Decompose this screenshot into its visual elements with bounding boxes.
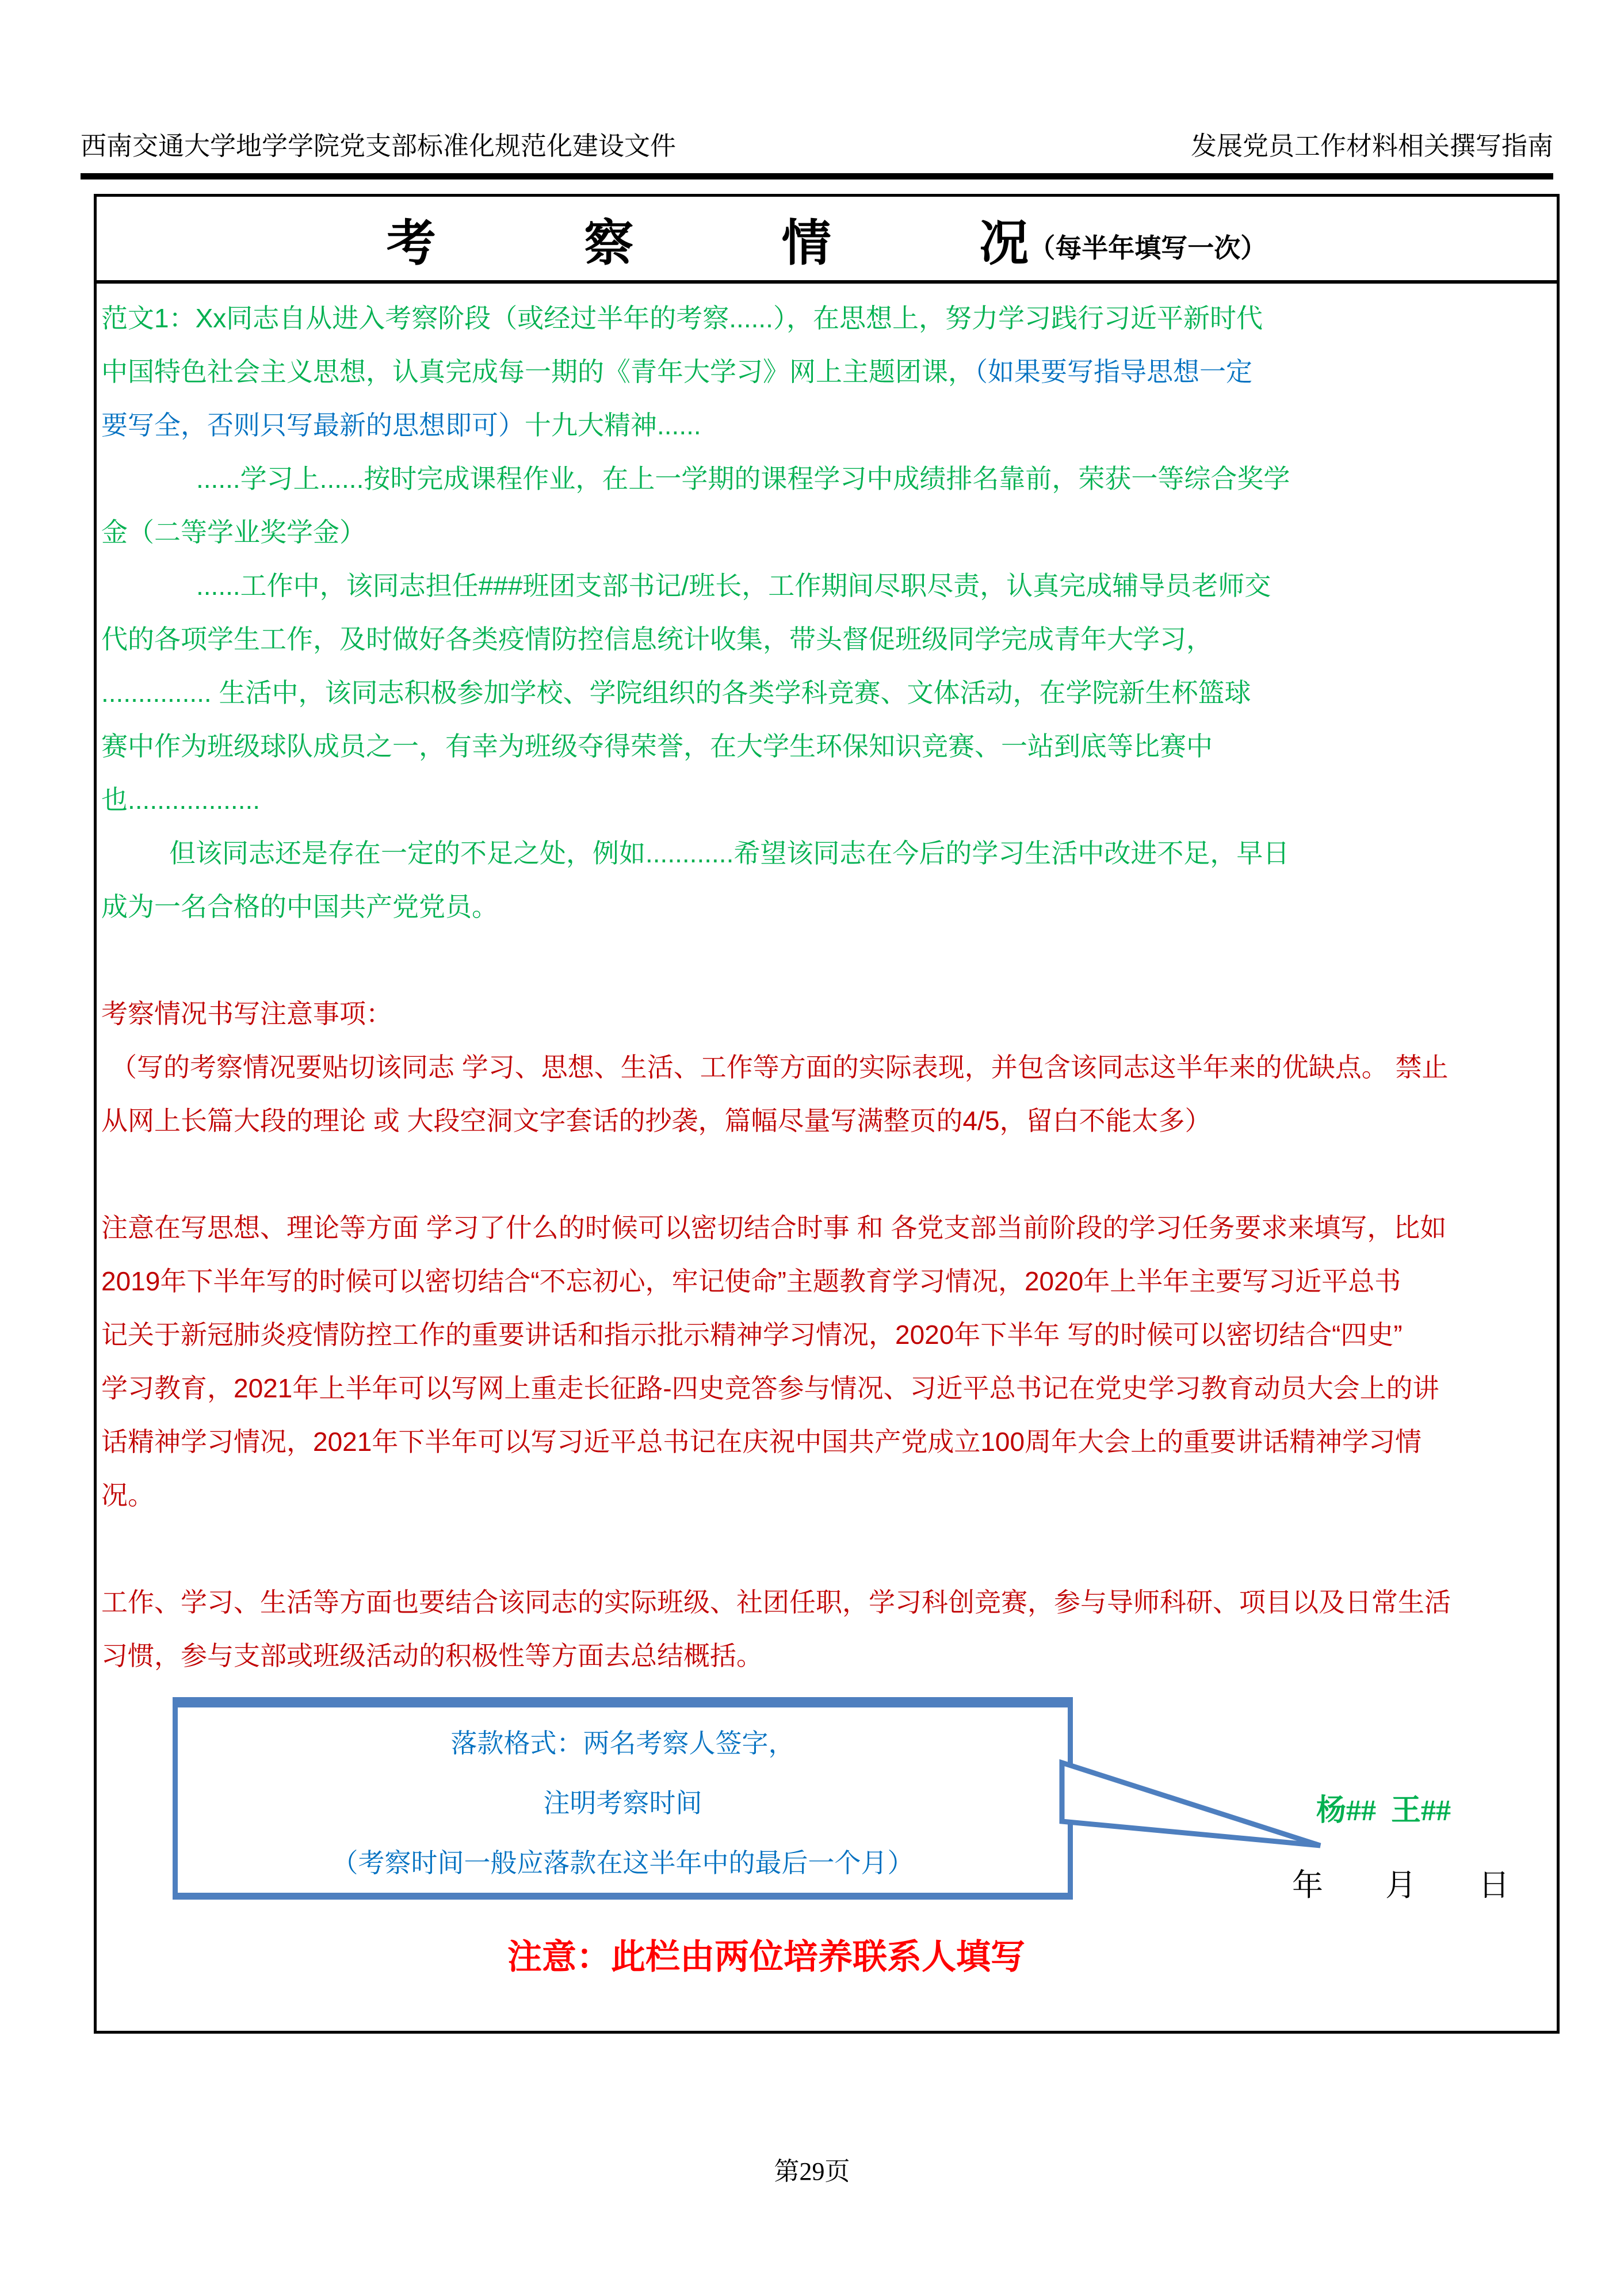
- text-line: 要写全，否则只写最新的思想即可）十九大精神......: [101, 410, 701, 440]
- date-field: 年: [1292, 1868, 1323, 1902]
- callout-line: 注明考察时间: [543, 1788, 702, 1818]
- text-line: 范文1：Xx同志自从进入考察阶段（或经过半年的考察......），在思想上，努力学习践行习近平新时代: [101, 303, 1263, 333]
- text-line: 也..................: [101, 785, 261, 815]
- text-line: 成为一名合格的中国共产党党员。: [101, 892, 498, 922]
- text-line: 考察情况书写注意事项：: [101, 999, 392, 1029]
- form-outer-box: [94, 194, 1560, 2034]
- header-right-text: 发展党员工作材料相关撰写指南: [1190, 132, 1553, 161]
- date-field: 日: [1478, 1868, 1510, 1902]
- text-line: 况。: [101, 1480, 154, 1510]
- fill-in-warning-note: 注意：此栏由两位培养联系人填写: [507, 1938, 1025, 1976]
- blank-line: [101, 1522, 1552, 1576]
- text-line: ............... 生活中，该同志积极参加学校、学院组织的各类学科竞赛、文体活动，在学院新生杯篮球: [101, 678, 1251, 708]
- callout-pointer: [1059, 1748, 1329, 1869]
- text-line: 话精神学习情况，2021年下半年可以写习近平总书记在庆祝中国共产党成立100周年大会上的重要讲话精神学习情: [101, 1427, 1422, 1457]
- form-title-row: [97, 197, 1557, 284]
- text-line: 工作、学习、生活等方面也要结合该同志的实际班级、社团任职，学习科创竞赛，参与导师科研、项目以及日常生活: [101, 1587, 1451, 1617]
- text-line: 2019年下半年写的时候可以密切结合“不忘初心，牢记使命”主题教育学习情况，2020年上半年主要写习近平总书: [101, 1266, 1401, 1296]
- form-title-subnote: （每半年填写一次）: [1029, 233, 1267, 263]
- text-line: ......工作中，该同志担任###班团支部书记/班长，工作期间尽职尽责，认真完成辅导员老师交: [196, 571, 1271, 601]
- date-field: 月: [1385, 1868, 1416, 1902]
- text-line: 赛中作为班级球队成员之一，有幸为班级夺得荣誉，在大学生环保知识竞赛、一站到底等比赛中: [101, 731, 1213, 761]
- text-line: 记关于新冠肺炎疫情防控工作的重要讲话和指示批示精神学习情况，2020年下半年 写的时候可以密切结合“四史”: [101, 1320, 1403, 1350]
- header-left-text: 西南交通大学地学学院党支部标准化规范化建设文件: [81, 132, 677, 161]
- text-line: 学习教育，2021年上半年可以写网上重走长征路-四史竞答参与情况、习近平总书记在党史学习教育动员大会上的讲: [101, 1373, 1439, 1403]
- form-title: 考 察 情 况: [386, 215, 1097, 271]
- date-line: [1292, 1861, 1510, 1905]
- body-lines: [97, 284, 1557, 1683]
- page-number: 第29页: [774, 2157, 850, 2186]
- text-line: 从网上长篇大段的理论 或 大段空洞文字套话的抄袭，篇幅尽量写满整页的4/5，留白不能太多）: [101, 1106, 1212, 1136]
- callout-line: （考察时间一般应落款在这半年中的最后一个月）: [331, 1848, 914, 1878]
- header-divider: [81, 173, 1553, 179]
- page-header: [81, 129, 1553, 163]
- text-line: 注意在写思想、理论等方面 学习了什么的时候可以密切结合时事 和 各党支部当前阶段的学习任务要求来填写，比如: [101, 1213, 1447, 1243]
- text-line: 代的各项学生工作，及时做好各类疫情防控信息统计收集，带头督促班级同学完成青年大学习，: [101, 624, 1213, 654]
- text-line: （写的考察情况要贴切该同志 学习、思想、生活、工作等方面的实际表现，并包含该同志这半年来的优缺点。 禁止: [110, 1052, 1449, 1082]
- text-line: ......学习上......按时完成课程作业，在上一学期的课程学习中成绩排名靠前，荣获一等综合奖学: [196, 464, 1290, 494]
- examiner-signatures: 杨## 王##: [1316, 1794, 1451, 1827]
- text-line: 习惯，参与支部或班级活动的积极性等方面去总结概括。: [101, 1641, 763, 1671]
- text-line: 金（二等学业奖学金）: [101, 517, 366, 547]
- callout-line: 落款格式：两名考察人签字，: [450, 1728, 795, 1758]
- text-line: 中国特色社会主义思想，认真完成每一期的《青年大学习》网上主题团课，（如果要写指导思想一定: [101, 357, 1252, 387]
- blank-line: [101, 934, 1552, 987]
- text-line: 但该同志还是存在一定的不足之处，例如............希望该同志在今后的学习生活中改进不足，早日: [169, 838, 1290, 868]
- blank-line: [101, 1148, 1552, 1201]
- signature-format-callout: [173, 1697, 1073, 1900]
